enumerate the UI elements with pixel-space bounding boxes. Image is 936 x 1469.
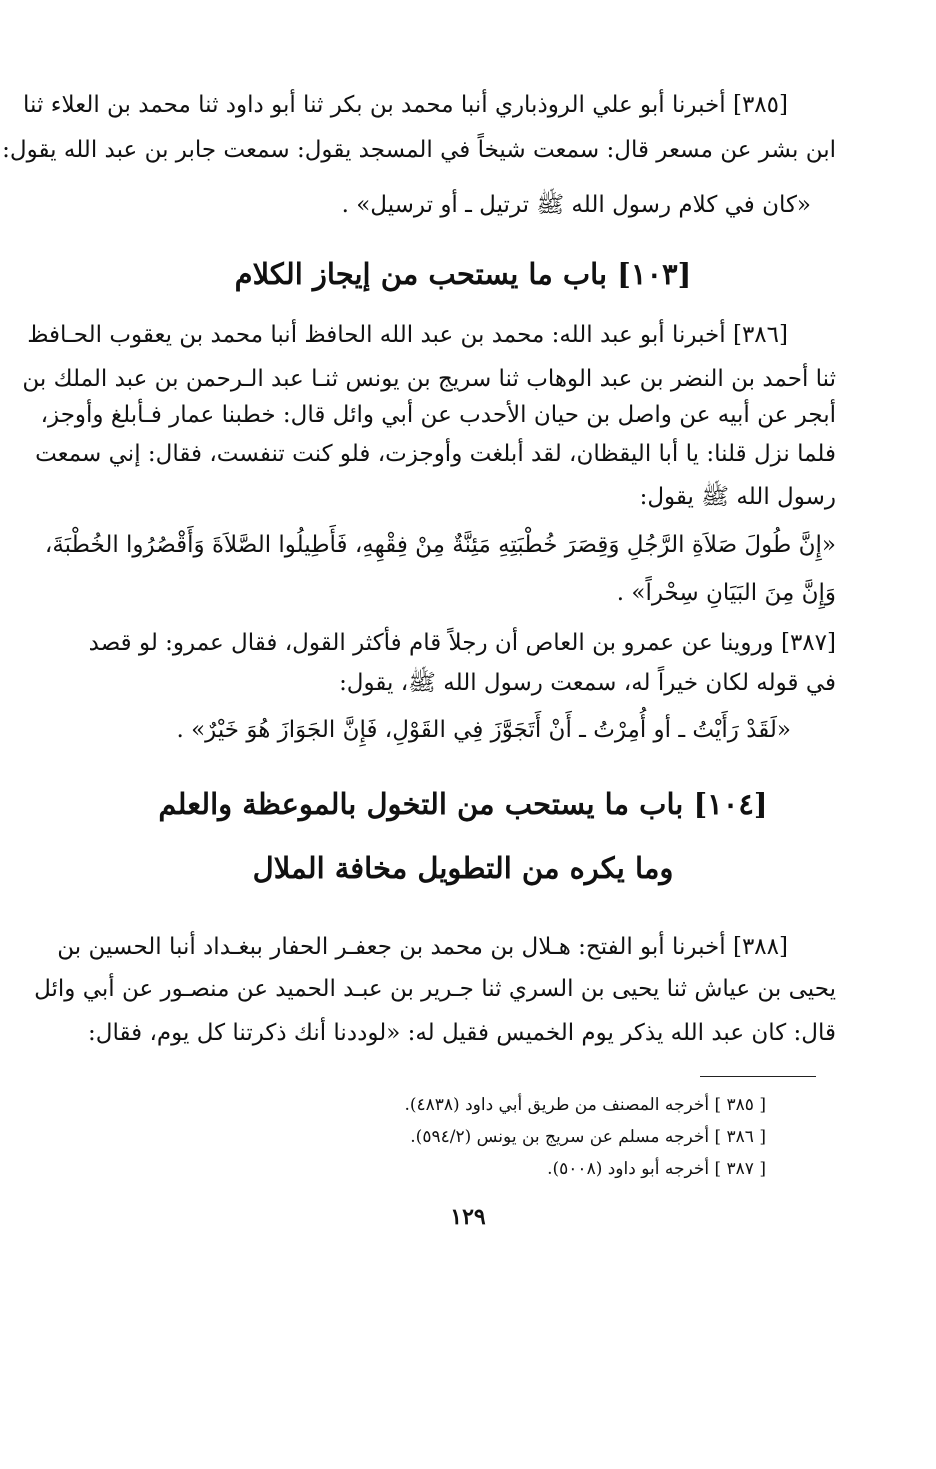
entry-388-line-1: [٣٨٨] أخبرنا أبو الفتح: هـلال بن محمد بن جعفـر الحفار ببغـداد أنبا الحسين بن bbox=[57, 934, 788, 960]
footnote-386: [ ٣٨٦ ] أخرجه مسلم عن سريج بن يونس (٥٩٤/٢). bbox=[410, 1127, 766, 1147]
entry-386-quote-line-1: «إِنَّ طُولَ صَلاَةِ الرَّجُلِ وَقِصَرَ خُطْبَتِهِ مَئِنَّةٌ مِنْ فِقْهِهِ، فَأَطِيلُوا الصَّلاَةَ وَأَقْصُرُوا الخُطْبَةَ، bbox=[44, 532, 836, 558]
entry-386-line-5: رسول الله ﷺ يقول: bbox=[639, 484, 836, 510]
entry-387-line-1: [٣٨٧] وروينا عن عمرو بن العاص أن رجلاً قام فأكثر القول، فقال عمرو: لو قصد bbox=[88, 630, 836, 656]
chapter-heading-104-line-1: [١٠٤] باب ما يستحب من التخول بالموعظة والعلم bbox=[158, 787, 768, 821]
entry-386-line-2: ثنا أحمد بن النضر بن عبد الوهاب ثنا سريج بن يونس ثنـا عبد الـرحمن بن عبد الملك بن bbox=[22, 366, 836, 392]
entry-386-line-1: [٣٨٦] أخبرنا أبو عبد الله: محمد بن عبد الله الحافظ أنبا محمد بن يعقوب الحـافظ bbox=[27, 322, 788, 348]
entry-387-quote: «لَقَدْ رَأَيْتُ ـ أو أُمِرْتُ ـ أَنْ أَتَجَوَّزَ فِي القَوْلِ، فَإِنَّ الجَوَازَ هُوَ خَيْرٌ» . bbox=[176, 717, 791, 743]
entry-385-quote: «كان في كلام رسول الله ﷺ ترتيل ـ أو ترسيل» . bbox=[341, 192, 811, 218]
page-number: ١٢٩ bbox=[450, 1204, 486, 1230]
chapter-heading-104-line-2: وما يكره من التطويل مخافة الملال bbox=[252, 851, 674, 885]
entry-388-line-3: قال: كان عبد الله يذكر يوم الخميس فقيل له: «لوددنا أنك ذكرتنا كل يوم، فقال: bbox=[88, 1020, 836, 1046]
footnote-385: [ ٣٨٥ ] أخرجه المصنف من طريق أبي داود (٤٨٣٨). bbox=[404, 1095, 766, 1115]
entry-387-line-2: في قوله لكان خيراً له، سمعت رسول الله ﷺ، يقول: bbox=[339, 670, 836, 696]
entry-386-quote-line-2: وَإِنَّ مِنَ البَيَانِ سِحْراً» . bbox=[616, 580, 836, 606]
footnote-387: [ ٣٨٧ ] أخرجه أبو داود (٥٠٠٨). bbox=[547, 1159, 766, 1179]
entry-385-line-1: [٣٨٥] أخبرنا أبو علي الروذباري أنبا محمد بن بكر ثنا أبو داود ثنا محمد بن العلاء ثنا bbox=[23, 92, 788, 118]
entry-386-line-4: فلما نزل قلنا: يا أبا اليقظان، لقد أبلغت وأوجزت، فلو كنت تنفست، فقال: إني سمعت bbox=[35, 441, 836, 467]
footnote-separator bbox=[700, 1076, 816, 1077]
entry-388-line-2: يحيى بن عياش ثنا يحيى بن السري ثنا جـرير بن عبـد الحميد عن منصـور عن أبي وائل bbox=[34, 976, 836, 1002]
entry-385-line-2: ابن بشر عن مسعر قال: سمعت شيخاً في المسجد يقول: سمعت جابر بن عبد الله يقول: bbox=[2, 137, 836, 163]
entry-386-line-3: أبجر عن أبيه عن واصل بن حيان الأحدب عن أبي وائل قال: خطبنا عمار فـأبلغ وأوجز، bbox=[40, 402, 836, 428]
chapter-heading-103: [١٠٣] باب ما يستحب من إيجاز الكلام bbox=[234, 257, 692, 291]
